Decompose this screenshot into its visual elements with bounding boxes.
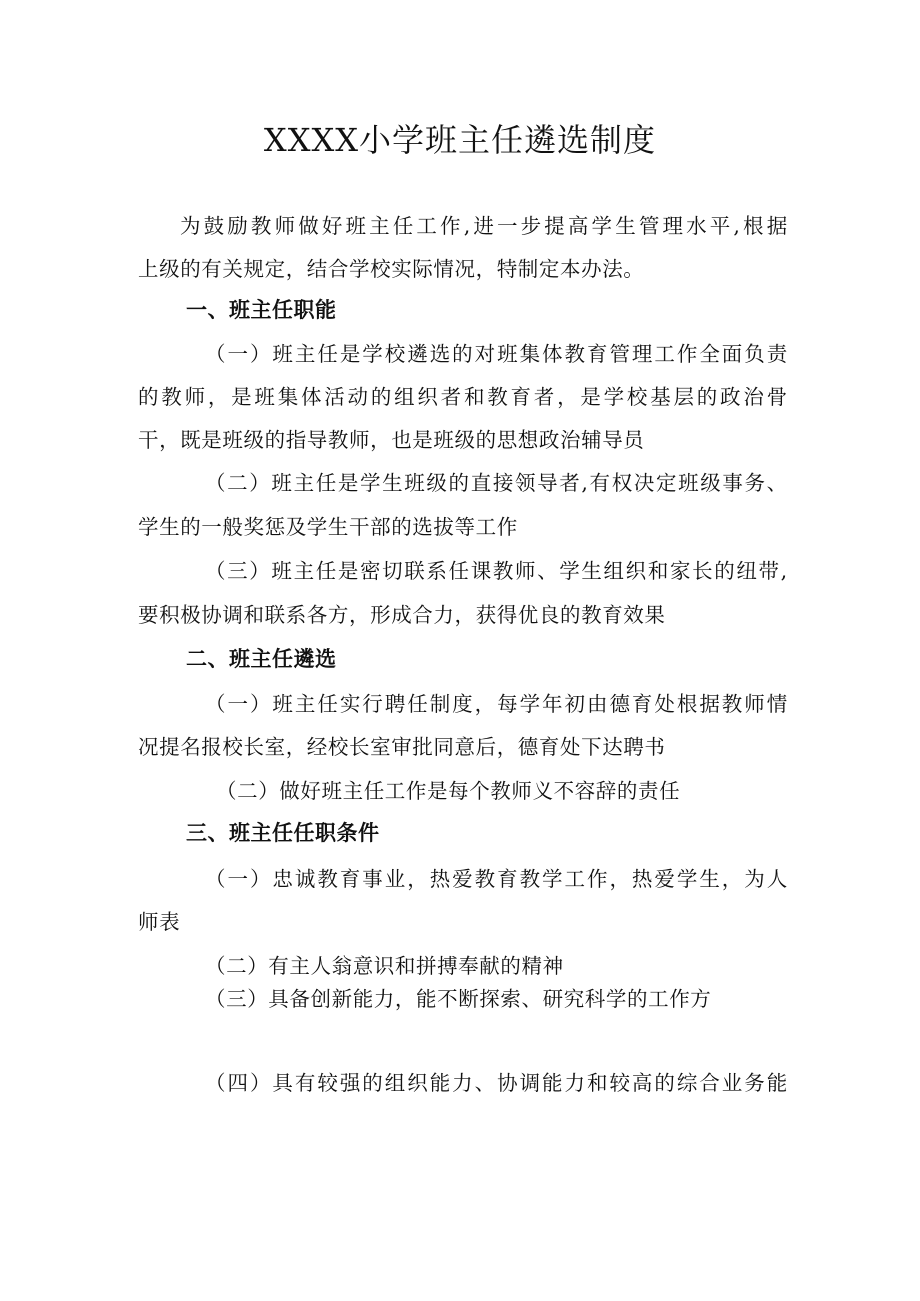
paragraph-line: 的 教 师 ， 是 班 集 体 活 动 的 组 织 者 和 教 育 者 ， 是 学 校 基 层 的 政 治 骨 [138, 385, 788, 409]
section-heading: 二、班主任遴选 [186, 647, 337, 671]
paragraph-line: （二）有主人翁意识和拼搏奉献的精神 [205, 954, 564, 978]
intro-line: 上级的有关规定，结合学校实际情况，特制定本办法。 [138, 257, 645, 281]
paragraph-line: （ 三 ） 班 主 任 是 密 切 联 系 任 课 教 师 、 学 生 组 织 和 家 长 的 纽 带 , [205, 559, 788, 583]
intro-line: 为 鼓 励 教 师 做 好 班 主 任 工 作 , 进 一 步 提 高 学 生 管 理 水 平 , 根 据 [180, 214, 788, 238]
paragraph-line: 学生的一般奖惩及学生干部的选拔等工作 [138, 515, 518, 539]
section-heading: 一、班主任职能 [186, 298, 337, 322]
paragraph-line: 干，既是班级的指导教师，也是班级的思想政治辅导员 [138, 428, 645, 452]
section-heading: 三、班主任任职条件 [186, 821, 380, 845]
paragraph-line: （二）做好班主任工作是每个教师义不容辞的责任 [216, 779, 681, 803]
paragraph-line: （ 一 ） 班 主 任 是 学 校 遴 选 的 对 班 集 体 教 育 管 理 工 作 全 面 负 责 [205, 342, 788, 366]
paragraph-line: （ 二 ） 班 主 任 是 学 生 班 级 的 直 接 领 导 者 , 有 权 决 定 班 级 事 务 、 [205, 471, 788, 495]
paragraph-line: 要积极协调和联系各方，形成合力，获得优良的教育效果 [138, 603, 666, 627]
paragraph-line: （ 一 ） 忠 诚 教 育 事 业 ， 热 爱 教 育 教 学 工 作 ， 热 爱 学 生 ， 为 人 [205, 867, 788, 891]
paragraph-line: 况提名报校长室，经校长室审批同意后，德育处下达聘书 [138, 735, 666, 759]
paragraph-line: （ 四 ） 具 有 较 强 的 组 织 能 力 、 协 调 能 力 和 较 高 的 综 合 业 务 能 [205, 1071, 788, 1095]
paragraph-line: （三）具备创新能力，能不断探索、研究科学的工作方 [205, 987, 712, 1011]
document-title: XXXX小学班主任遴选制度 [263, 121, 657, 159]
paragraph-line: （ 一 ） 班 主 任 实 行 聘 任 制 度 ， 每 学 年 初 由 德 育 处 根 据 教 师 情 [205, 692, 788, 716]
paragraph-line: 师表 [138, 910, 181, 934]
